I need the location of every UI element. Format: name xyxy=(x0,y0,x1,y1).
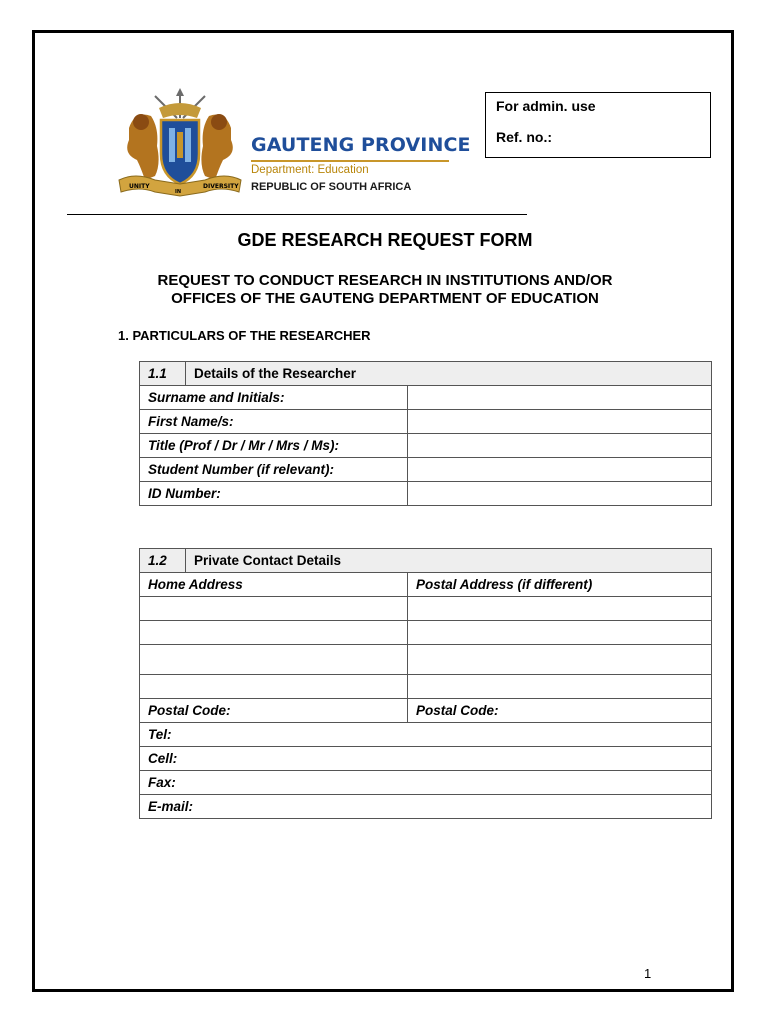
page-number: 1 xyxy=(644,966,652,981)
table-row xyxy=(140,723,712,747)
coat-of-arms-icon xyxy=(115,88,245,198)
field-label-id-number: ID Number: xyxy=(140,482,408,506)
brand-country: REPUBLIC OF SOUTH AFRICA xyxy=(251,181,412,193)
brand-department: Department: Education xyxy=(251,164,369,176)
postal-postal-code-field[interactable]: Postal Code: xyxy=(408,699,712,723)
cell-field[interactable]: Cell: xyxy=(140,747,712,771)
brand-divider xyxy=(251,160,449,162)
table-row xyxy=(140,699,712,723)
table-row xyxy=(140,573,712,597)
table-header-row xyxy=(140,549,712,573)
table-row xyxy=(140,645,712,675)
home-address-line-4[interactable] xyxy=(140,675,408,699)
table-row xyxy=(140,482,712,506)
motto-unity: UNITY xyxy=(129,183,150,190)
motto-diversity: DIVERSITY xyxy=(203,183,239,190)
home-address-line-1[interactable] xyxy=(140,597,408,621)
surname-input-cell[interactable] xyxy=(408,386,712,410)
researcher-details-table xyxy=(139,361,712,506)
title-input-cell[interactable] xyxy=(408,434,712,458)
table-row xyxy=(140,795,712,819)
table-row xyxy=(140,597,712,621)
table-number: 1.1 xyxy=(140,362,186,386)
table-header-row xyxy=(140,362,712,386)
postal-address-line-2[interactable] xyxy=(408,621,712,645)
id-number-input-cell[interactable] xyxy=(408,482,712,506)
postal-address-line-1[interactable] xyxy=(408,597,712,621)
form-title: GDE RESEARCH REQUEST FORM xyxy=(237,230,533,250)
brand-text xyxy=(251,134,471,193)
ref-no-label: Ref. no.: xyxy=(496,129,552,145)
table-row xyxy=(140,458,712,482)
column-header-home-address: Home Address xyxy=(140,573,408,597)
table-row xyxy=(140,621,712,645)
postal-address-line-3[interactable] xyxy=(408,645,712,675)
field-label-title: Title (Prof / Dr / Mr / Mrs / Ms): xyxy=(140,434,408,458)
form-subtitle xyxy=(0,272,770,308)
table-row xyxy=(140,410,712,434)
table-number: 1.2 xyxy=(140,549,186,573)
column-header-postal-address: Postal Address (if different) xyxy=(408,573,712,597)
table-row xyxy=(140,434,712,458)
contact-details-table xyxy=(139,548,712,819)
tel-field[interactable]: Tel: xyxy=(140,723,712,747)
brand-title: GAUTENG PROVINCE xyxy=(251,134,471,156)
subtitle-line-2: OFFICES OF THE GAUTENG DEPARTMENT OF EDUCATION xyxy=(171,290,599,307)
table-row xyxy=(140,771,712,795)
section-heading-researcher: 1. PARTICULARS OF THE RESEARCHER xyxy=(118,328,371,343)
table-row xyxy=(140,386,712,410)
header-divider xyxy=(67,214,527,215)
postal-address-line-4[interactable] xyxy=(408,675,712,699)
subtitle-line-1: REQUEST TO CONDUCT RESEARCH IN INSTITUTIONS AND/OR xyxy=(157,272,613,289)
admin-use-box xyxy=(485,92,711,158)
field-label-first-names: First Name/s: xyxy=(140,410,408,434)
home-address-line-3[interactable] xyxy=(140,645,408,675)
table-title: Details of the Researcher xyxy=(186,362,712,386)
home-address-line-2[interactable] xyxy=(140,621,408,645)
fax-field[interactable]: Fax: xyxy=(140,771,712,795)
table-row xyxy=(140,675,712,699)
student-number-input-cell[interactable] xyxy=(408,458,712,482)
table-title: Private Contact Details xyxy=(186,549,712,573)
home-postal-code-field[interactable]: Postal Code: xyxy=(140,699,408,723)
gauteng-logo xyxy=(115,88,471,198)
table-row xyxy=(140,747,712,771)
motto-in: IN xyxy=(175,189,182,195)
field-label-student-number: Student Number (if relevant): xyxy=(140,458,408,482)
field-label-surname: Surname and Initials: xyxy=(140,386,408,410)
admin-use-label: For admin. use xyxy=(496,98,596,114)
first-names-input-cell[interactable] xyxy=(408,410,712,434)
email-field[interactable]: E-mail: xyxy=(140,795,712,819)
